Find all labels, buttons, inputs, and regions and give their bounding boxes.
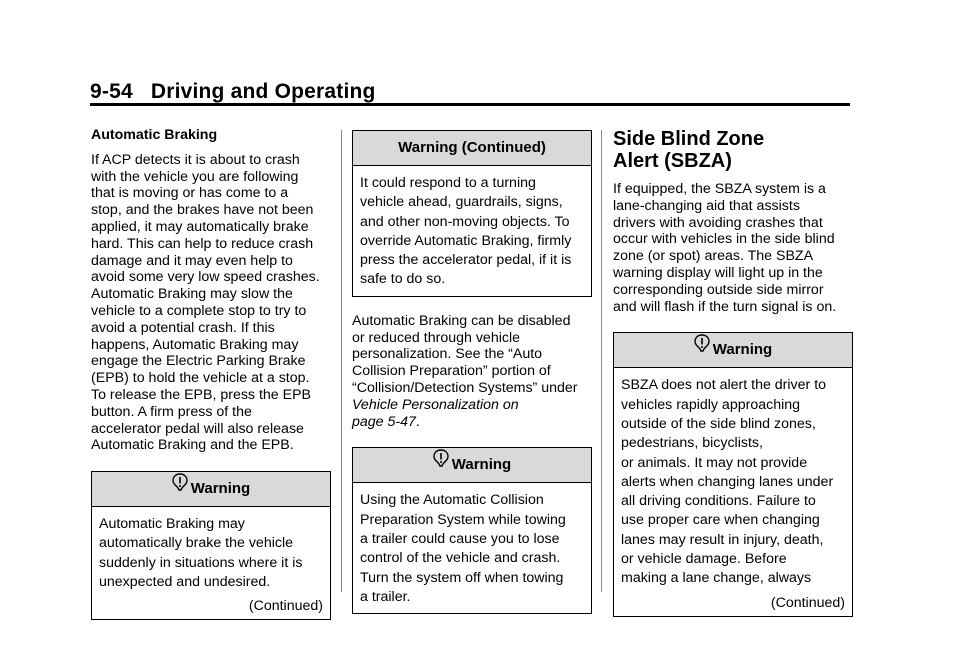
warning-symbol-icon: [433, 446, 449, 480]
warning-title: Warning: [712, 341, 773, 359]
continued-label: (Continued): [248, 598, 323, 615]
header-rule: [90, 103, 850, 106]
warning-text: SBZA does not alert the driver to vehicles rapidly approaching outside of the side blind zones, pedestrians, bicyclists, or animals. It may not provide alerts when changing lanes under all driving conditions. Failure to use proper care when changing lanes may result in injury, death, or vehicle damage. Before making a lane change, always: [621, 377, 834, 587]
warning-symbol-icon: [694, 331, 710, 365]
warning-box: [91, 471, 331, 620]
cross-reference-link[interactable]: Vehicle Personalization on page 5-47: [352, 396, 519, 430]
column-3: [613, 128, 853, 617]
warning-continued-box: [352, 130, 592, 297]
disable-paragraph-text: Automatic Braking can be disabled or reduced through vehicle personalization. See the “Auto Collision Preparation” portion of “Collision/Detection Systems” under: [352, 312, 578, 396]
column-divider: [341, 130, 342, 592]
column-1: [91, 127, 331, 620]
page-number: 9-54: [90, 80, 133, 103]
warning-title: Warning: [451, 456, 512, 474]
disable-paragraph: [352, 313, 592, 431]
warning-header: [353, 448, 591, 483]
warning-symbol-icon: [172, 470, 188, 504]
column-divider: [601, 130, 602, 592]
section-title-sbza: Side Blind Zone Alert (SBZA): [613, 128, 765, 172]
warning-continued-text: It could respond to a turning vehicle ahead, guardrails, signs, and other non-moving objects. To override Automatic Braking, firmly press the accelerator pedal, if it is safe to do so.: [360, 175, 572, 288]
continued-label: (Continued): [770, 594, 845, 611]
column-2: [352, 130, 592, 614]
warning-header: [614, 333, 852, 368]
warning-box: [352, 447, 592, 614]
subhead-automatic-braking: Automatic Braking: [91, 127, 218, 143]
warning-header: [92, 472, 330, 507]
warning-text: Using the Automatic Collision Preparation System while towing a trailer could cause you to lose control of the vehicle and crash. Turn the system off when towing a trailer.: [360, 492, 566, 605]
paragraph-end: .: [415, 413, 420, 430]
warning-title: Warning: [190, 480, 251, 498]
page-header: [90, 80, 376, 104]
warning-continued-header: Warning (Continued): [353, 131, 591, 166]
warning-box: [613, 332, 853, 616]
section-name: Driving and Operating: [150, 80, 376, 103]
sbza-paragraph: If equipped, the SBZA system is a lane-changing aid that assists drivers with avoiding crashes that occur with vehicles in the side blind zone (or spot) areas. The SBZA warning display will light up in the corresponding outside side mirror and will flash if the turn signal is on.: [613, 181, 837, 315]
warning-text: Automatic Braking may automatically brake the vehicle suddenly in situations where it is unexpected and undesired.: [99, 516, 303, 591]
automatic-braking-paragraph: If ACP detects it is about to crash with the vehicle you are following that is moving or has come to a stop, and the brakes have not been applied, it may automatically brake hard. This can help to reduce crash damage and it may even help to avoid some very low speed crashes. Automatic Braking may slow the vehicle to a complete stop to try to avoid a potential crash. If this happens, Automatic Braking may engage the Electric Parking Brake (EPB) to hold the vehicle at a stop. To release the EPB, press the EPB button. A firm press of the accelerator pedal will also release Automatic Braking and the EPB.: [91, 151, 320, 454]
